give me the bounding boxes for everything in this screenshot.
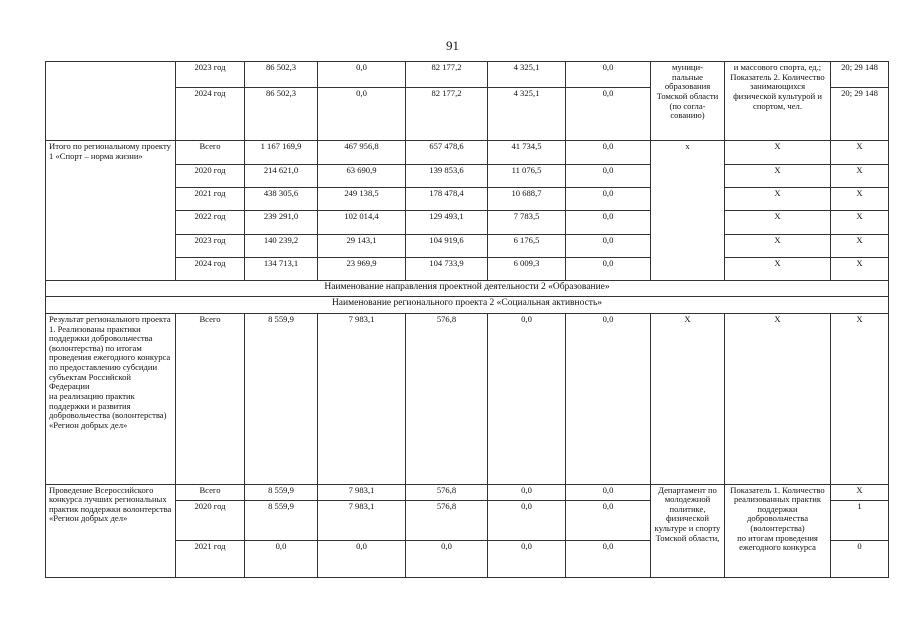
total-cell: 438 305,6 <box>245 187 318 210</box>
local-cell: 7 783,5 <box>488 211 566 234</box>
federal-cell: 0,0 <box>318 541 406 578</box>
regional-cell: 104 733,9 <box>406 258 488 281</box>
indicator-cell: Х <box>725 187 831 210</box>
total-cell: 8 559,9 <box>245 484 318 500</box>
local-cell: 0,0 <box>488 541 566 578</box>
local-cell: 41 734,5 <box>488 141 566 164</box>
year-cell: 2021 год <box>176 541 245 578</box>
total-cell: 134 713,1 <box>245 258 318 281</box>
target-cell: 0 <box>831 541 889 578</box>
target-cell: 1 <box>831 500 889 541</box>
federal-cell: 102 014,4 <box>318 211 406 234</box>
regional-cell: 129 493,1 <box>406 211 488 234</box>
target-cell: Х <box>831 211 889 234</box>
name-cell: Итого по региональному проекту 1 «Спорт – норма жизни» <box>46 141 176 281</box>
indicator-cell: Х <box>725 313 831 484</box>
regional-cell: 576,8 <box>406 500 488 541</box>
indicator-cell: Х <box>725 164 831 187</box>
regional-cell: 657 478,6 <box>406 141 488 164</box>
extra-cell: 0,0 <box>566 62 651 88</box>
year-cell: 2024 год <box>176 88 245 141</box>
federal-cell: 29 143,1 <box>318 234 406 257</box>
total-cell: 239 291,0 <box>245 211 318 234</box>
total-cell: 140 239,2 <box>245 234 318 257</box>
section-row <box>46 296 889 313</box>
year-cell: Всего <box>176 484 245 500</box>
extra-cell: 0,0 <box>566 258 651 281</box>
extra-cell: 0,0 <box>566 484 651 500</box>
extra-cell: 0,0 <box>566 211 651 234</box>
table-row <box>46 484 889 500</box>
indicator-cell: Х <box>725 234 831 257</box>
target-cell: Х <box>831 484 889 500</box>
name-cell <box>46 62 176 141</box>
year-cell: 2024 год <box>176 258 245 281</box>
regional-cell: 139 853,6 <box>406 164 488 187</box>
executor-cell: х <box>651 141 725 281</box>
budget-table <box>45 61 889 578</box>
extra-cell: 0,0 <box>566 164 651 187</box>
target-cell: Х <box>831 313 889 484</box>
federal-cell: 23 969,9 <box>318 258 406 281</box>
total-cell: 86 502,3 <box>245 88 318 141</box>
extra-cell: 0,0 <box>566 187 651 210</box>
local-cell: 0,0 <box>488 484 566 500</box>
page-number: 91 <box>446 38 459 53</box>
federal-cell: 7 983,1 <box>318 484 406 500</box>
executor-cell: Х <box>651 313 725 484</box>
section-project-title: Наименование регионального проекта 2 «Социальная активность» <box>46 296 889 313</box>
regional-cell: 0,0 <box>406 541 488 578</box>
indicator-cell: и массового спорта, ед.; Показатель 2. Количество занимающихся физической культурой и спортом, чел. <box>725 62 831 141</box>
regional-cell: 82 177,2 <box>406 62 488 88</box>
regional-cell: 178 478,4 <box>406 187 488 210</box>
total-cell: 214 621,0 <box>245 164 318 187</box>
total-cell: 0,0 <box>245 541 318 578</box>
name-cell: Проведение Всероссийского конкурса лучших региональных практик поддержки волонтерства «Регион добрых дел» <box>46 484 176 577</box>
year-cell: 2023 год <box>176 234 245 257</box>
local-cell: 10 688,7 <box>488 187 566 210</box>
table-row <box>46 62 889 88</box>
extra-cell: 0,0 <box>566 234 651 257</box>
total-cell: 86 502,3 <box>245 62 318 88</box>
extra-cell: 0,0 <box>566 541 651 578</box>
table-row <box>46 313 889 484</box>
local-cell: 6 009,3 <box>488 258 566 281</box>
regional-cell: 104 919,6 <box>406 234 488 257</box>
local-cell: 0,0 <box>488 500 566 541</box>
indicator-cell: Х <box>725 258 831 281</box>
year-cell: 2020 год <box>176 500 245 541</box>
target-cell: 20; 29 148 <box>831 88 889 141</box>
total-cell: 1 167 169,9 <box>245 141 318 164</box>
table-row <box>46 141 889 164</box>
federal-cell: 249 138,5 <box>318 187 406 210</box>
section-row <box>46 281 889 296</box>
federal-cell: 7 983,1 <box>318 313 406 484</box>
target-cell: Х <box>831 187 889 210</box>
regional-cell: 576,8 <box>406 313 488 484</box>
indicator-cell: Х <box>725 141 831 164</box>
extra-cell: 0,0 <box>566 313 651 484</box>
local-cell: 11 076,5 <box>488 164 566 187</box>
federal-cell: 0,0 <box>318 88 406 141</box>
name-cell: Результат регионального проекта 1. Реализованы практики поддержки добровольчества (волонтерства) по итогам проведения ежегодного конкурса по предоставлению субсидии субъектам Российской Федерации на реализацию практик поддержки и развития добровольчества (волонтерства) «Регион добрых дел» <box>46 313 176 484</box>
extra-cell: 0,0 <box>566 88 651 141</box>
executor-cell: Департамент по молодежной политике, физической культуре и спорту Томской области, <box>651 484 725 577</box>
local-cell: 4 325,1 <box>488 62 566 88</box>
federal-cell: 0,0 <box>318 62 406 88</box>
target-cell: Х <box>831 234 889 257</box>
target-cell: Х <box>831 141 889 164</box>
year-cell: 2023 год <box>176 62 245 88</box>
regional-cell: 576,8 <box>406 484 488 500</box>
federal-cell: 63 690,9 <box>318 164 406 187</box>
year-cell: 2020 год <box>176 164 245 187</box>
target-cell: Х <box>831 258 889 281</box>
local-cell: 0,0 <box>488 313 566 484</box>
regional-cell: 82 177,2 <box>406 88 488 141</box>
target-cell: Х <box>831 164 889 187</box>
local-cell: 4 325,1 <box>488 88 566 141</box>
year-cell: 2022 год <box>176 211 245 234</box>
local-cell: 6 176,5 <box>488 234 566 257</box>
extra-cell: 0,0 <box>566 500 651 541</box>
indicator-cell: Показатель 1. Количество реализованных практик поддержки добровольчества (волонтерства) по итогам проведения ежегодного конкурса <box>725 484 831 577</box>
year-cell: Всего <box>176 141 245 164</box>
federal-cell: 7 983,1 <box>318 500 406 541</box>
extra-cell: 0,0 <box>566 141 651 164</box>
total-cell: 8 559,9 <box>245 500 318 541</box>
section-direction-title: Наименование направления проектной деятельности 2 «Образование» <box>46 281 889 296</box>
executor-cell: муници- пальные образования Томской области (по согла- сованию) <box>651 62 725 141</box>
total-cell: 8 559,9 <box>245 313 318 484</box>
target-cell: 20; 29 148 <box>831 62 889 88</box>
year-cell: Всего <box>176 313 245 484</box>
federal-cell: 467 956,8 <box>318 141 406 164</box>
indicator-cell: Х <box>725 211 831 234</box>
year-cell: 2021 год <box>176 187 245 210</box>
